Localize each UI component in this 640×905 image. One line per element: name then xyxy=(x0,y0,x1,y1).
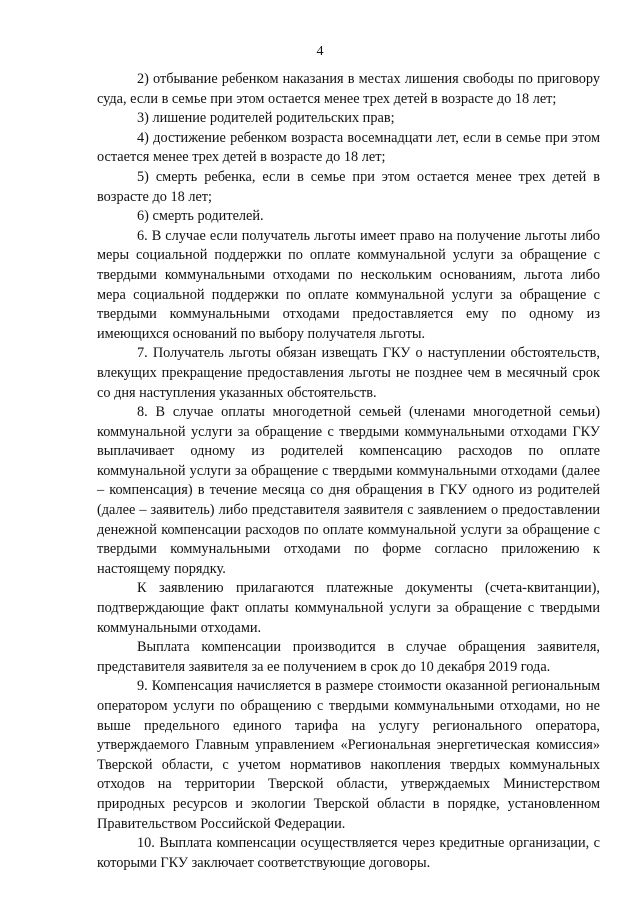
paragraph-section-7: 7. Получатель льготы обязан извещать ГКУ о наступлении обстоятельств, влекущих прекращение предоставления льготы не позднее чем в месячный срок со дня наступления указанных обстоятельств. xyxy=(97,345,600,401)
paragraph-payment-deadline: Выплата компенсации производится в случае обращения заявителя, представителя заявителя за ее получением в срок до 10 декабря 2019 года. xyxy=(97,639,600,675)
paragraph-section-8: 8. В случае оплаты многодетной семьей (членами многодетной семьи) коммунальной услуги за обращение с твердыми коммунальными отходами ГКУ выплачивает одному из родителей компенсацию расходов по оплате коммунальной услуги за обращение с твердыми коммунальными отходами (далее – компенсация) в течение месяца со дня обращения в ГКУ одного из родителей (далее – заявитель) либо представителя заявителя с заявлением о предоставлении денежной компенсации расходов по оплате коммунальной услуги за обращение с твердыми коммунальными отходами по форме согласно приложению к настоящему порядку. xyxy=(97,404,600,577)
paragraph-item-2: 2) отбывание ребенком наказания в местах лишения свободы по приговору суда, если в семье при этом остается менее трех детей в возрасте до 18 лет; xyxy=(97,71,600,107)
page-number: 4 xyxy=(316,44,324,59)
paragraph-item-4: 4) достижение ребенком возраста восемнадцати лет, если в семье при этом остается менее трех детей в возрасте до 18 лет; xyxy=(97,129,600,166)
paragraph-item-6: 6) смерть родителей. xyxy=(137,208,264,225)
paragraph-section-10: 10. Выплата компенсации осуществляется через кредитные организации, с которыми ГКУ заключает соответствующие договоры. xyxy=(97,835,600,871)
paragraph-section-6: 6. В случае если получатель льготы имеет право на получение льготы либо меры социальной поддержки по оплате коммунальной услуги за обращение с твердыми коммунальными отходами по нескольким основаниям, льгота либо мера социальной поддержки по оплате коммунальной услуги за обращение с твердыми коммунальными отходами предоставляется ему по одному из имеющихся оснований по выбору получателя льготы. xyxy=(97,227,600,342)
paragraph-section-9: 9. Компенсация начисляется в размере стоимости оказанной региональным оператором услуги по обращению с твердыми коммунальными отходами, но не выше предельного единого тарифа на услугу регионального оператора, утверждаемого Главным управлением «Региональная энергетическая комиссия» Тверской области, с учетом нормативов накопления твердых коммунальных отходов на территории Тверской области, утверждаемых Министерством природных ресурсов и экологии Тверской области в порядке, установленном Правительством Российской Федерации. xyxy=(97,678,600,832)
document-body xyxy=(97,70,600,873)
paragraph-item-3: 3) лишение родителей родительских прав; xyxy=(137,110,395,127)
paragraph-attachments: К заявлению прилагаются платежные документы (счета-квитанции), подтверждающие факт оплаты коммунальной услуги за обращение с твердыми коммунальными отходами. xyxy=(97,580,600,636)
paragraph-item-5: 5) смерть ребенка, если в семье при этом остается менее трех детей в возрасте до 18 лет; xyxy=(97,168,600,205)
